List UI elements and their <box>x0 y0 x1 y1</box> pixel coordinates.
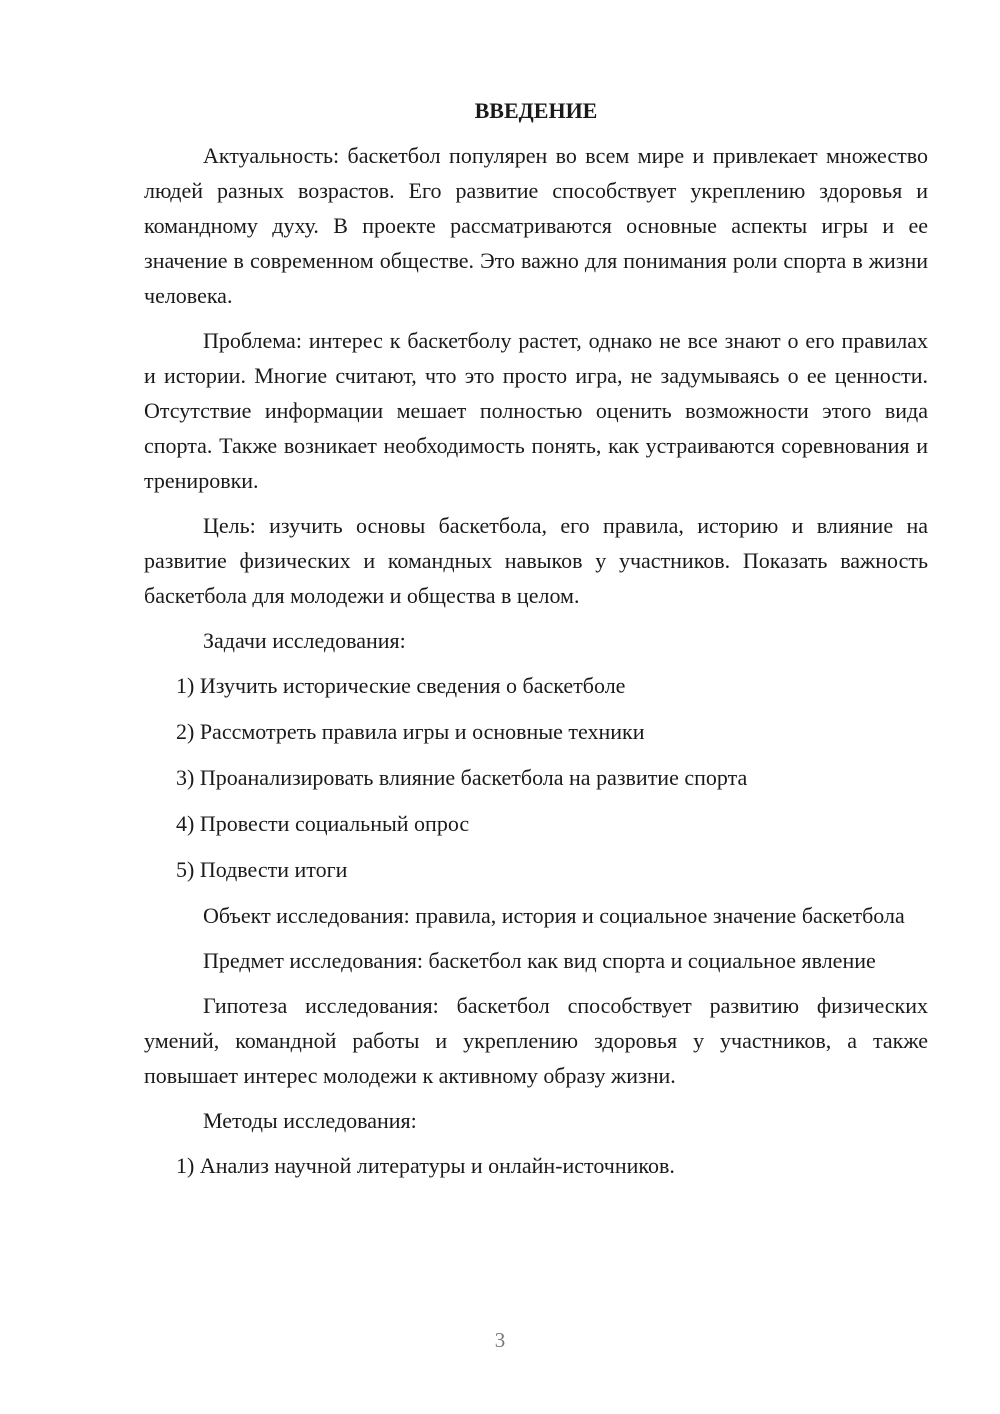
paragraph-problem: Проблема: интерес к баскетболу растет, однако не все знают о его правилах и истории. Многие считают, что это просто игра, не задумываясь о ее ценности. Отсутствие информации мешает полностью оценить возможности этого вида спорта. Также возникает необходимость понять, как устраиваются соревнования и тренировки. <box>144 328 928 493</box>
paragraph-hypothesis: Гипотеза исследования: баскетбол способствует развитию физических умений, командной работы и укреплению здоровья у участников, а также повышает интерес молодежи к активному образу жизни. <box>144 993 928 1088</box>
list-item: 3) Проанализировать влияние баскетбола на развитие спорта <box>176 765 748 790</box>
tasks-heading: Задачи исследования: <box>203 628 406 653</box>
paragraph-relevance: Актуальность: баскетбол популярен во всем мире и привлекает множество людей разных возрастов. Его развитие способствует укреплению здоровья и командному духу. В проекте рассматриваются основные аспекты игры и ее значение в современном обществе. Это важно для понимания роли спорта в жизни человека. <box>144 143 928 308</box>
tasks-list <box>144 668 928 887</box>
list-item: 5) Подвести итоги <box>176 857 348 882</box>
paragraph-subject: Предмет исследования: баскетбол как вид спорта и социальное явление <box>203 948 876 973</box>
page-number: 3 <box>494 1328 506 1352</box>
list-item: 1) Изучить исторические сведения о баскетболе <box>176 673 626 698</box>
list-item: 4) Провести социальный опрос <box>176 811 470 836</box>
methods-heading: Методы исследования: <box>203 1108 417 1133</box>
methods-list <box>144 1148 928 1183</box>
section-title: ВВЕДЕНИЕ <box>474 98 598 123</box>
list-item: 2) Рассмотреть правила игры и основные техники <box>176 719 645 744</box>
paragraph-goal: Цель: изучить основы баскетбола, его правила, историю и влияние на развитие физических и командных навыков у участников. Показать важность баскетбола для молодежи и общества в целом. <box>144 513 928 608</box>
document-page <box>144 96 928 1194</box>
paragraph-object: Объект исследования: правила, история и социальное значение баскетбола <box>203 903 905 928</box>
list-item: 1) Анализ научной литературы и онлайн-источников. <box>176 1153 675 1178</box>
